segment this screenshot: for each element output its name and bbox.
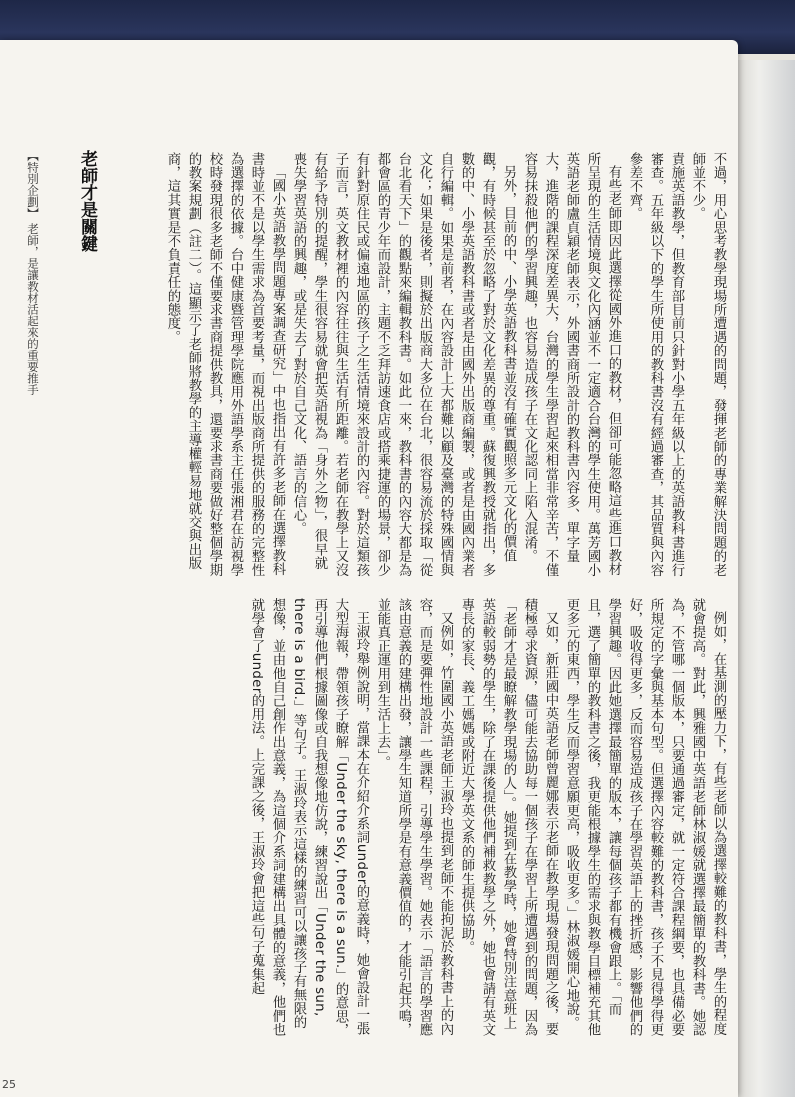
page-number: 25 xyxy=(2,1078,16,1091)
paragraph: 又例如，竹圍國小英語老師王淑玲也提到老師不能拘泥於教科書上的內容，而是要彈性地設計一些課程，引導學生學習。她表示「語言的學習應該由意義的建構出發，讓學生知道所學是有意義價值的，才能引起共鳴，並能真正運用到生活上去」。 xyxy=(375,598,453,1037)
paragraph: 例如，在基測的壓力下，有些老師以為選擇較難的教科書，學生的程度就會提高。對此，興雅國中英語老師林淑媛就選擇最簡單的教科書。她認為，不管哪一個版本，只要通過審定，就一定符合課程綱要，也具備必要所規定的字彙與基本句型。但選擇內容較難的教科書，孩子不見得學得更好，吸收得更多，反而容易造成孩子在學習英語上的挫折感，影響他們的學習興趣。因此她選擇最簡單的版本，讓每個孩子都有機會跟上。「而且，選了簡單的教科書之後，我更能根據學生的需求與教學目標補充其他更多元的東西，學生反而學習意願更高，吸收更多。」林淑媛開心地說。 xyxy=(564,598,726,1037)
paragraph: 王淑玲舉例說明，當課本在介紹介系詞under的意義時，她會設計一張大型海報，帶領孩子瞭解「Under the sky, there is a sun.」的意思，再引導他們根據圖像或自我想像地仿說，練習說出「Under the sun, there is a bird.」等句子。王淑玲表示這樣的練習可以讓孩子有無限的想像，並由他自己創作出意義，為這個介系詞建構出具體的意義，他們也就學會了under的用法。上完課之後，王淑玲會把這些句子蒐集起 xyxy=(249,598,369,1037)
section-heading: 老師才是關鍵 xyxy=(77,150,97,252)
lower-text-block xyxy=(129,598,729,1038)
adjacent-page-photo-edge xyxy=(735,60,795,1097)
paragraph: 「國小英語教學問題專案調查研究」中也指出有許多老師在選擇教科書時並不是以學生需求為首要考量，而視出版商所提供的服務的完整性為選擇的依據。台中健康暨管理學院應用外語學系主任張湘君在訪視學校時發現很多老師不僅要求書商提供教具，還要求書商要做好整個學期的教案規劃（註二）。這顯示了老師將教學的主導權輕易地就交與出版商，這其實是不負責任的態度。 xyxy=(165,152,285,577)
paragraph: 又如，新莊國中英語老師曾麗娜表示老師在教學現場發現問題之後，要積極尋求資源，儘可能去協助每一個孩子在學習上所遭遇到的問題，因為「老師才是最瞭解教學現場的人」。她提到在教學時，她會特別注意班上英語較弱勢的學生，除了在課後提供他們補救教學之外，她也會請有英文專長的家長、義工媽媽或附近大學英文系的師生提供協助。 xyxy=(459,598,558,1037)
paragraph: 責施英語教學，但教育部目前只針對小學五年級以上的英語教科書進行審查。五年級以下的學生所使用的教科書沒有經過審查，其品質與內容參差不齊。 xyxy=(627,152,684,577)
paragraph: 不過，用心思考教學現場所遭遇的問題，發揮老師的專業解決問題的老師並不少。 xyxy=(690,152,726,577)
running-footer: 【特別企劃】 老師，是讓教材活起來的重要推手 xyxy=(26,150,40,396)
paragraph: 另外，目前的中、小學英語教科書並沒有確實觀照多元文化的價值觀，有時候甚至於忽略了對於文化差異的尊重。蘇復興教授就指出，多數的中、小學英語教科書或者是由國外出版商編製，或者是由國內業者自行編輯。如果是前者，在內容設計上大都難以顧及臺灣的特殊國情與文化；如果是後者，則擬於出版商大多位在台北，很容易流於採取「從台北看天下」的觀點來編輯教科書。如此一來，教科書的內容大都是為都會區的青少年而設計，主題不乏拜訪速食店或搭乘捷運的場景，卻少有針對原住民或偏遠地區的孩子之生活情境來設計的內容。對於這類孩子而言，英文教材裡的內容往往與生活有所距離。若老師在教學上又沒有給予特別的提醒，學生很容易就會把英語視為「身外之物」，很早就喪失學習英語的興趣，或是失去了對於自己文化、語言的信心。 xyxy=(291,152,516,577)
paragraph: 有些老師即因此選擇從國外進口的教材，但卻可能忽略這些進口教材所呈現的生活情境與文化內涵並不一定適合台灣的學生使用。萬芳國小英語老師盧貞穎老師表示，外國書商所設計的教科書內容多、單字量大，進階的課程深度差異大，台灣的學生學習起來相當非常辛苦，不僅容易抹殺他們的學習興趣，也容易造成孩子在文化認同上陷入混淆。 xyxy=(522,152,621,577)
upper-text-block xyxy=(109,152,729,580)
